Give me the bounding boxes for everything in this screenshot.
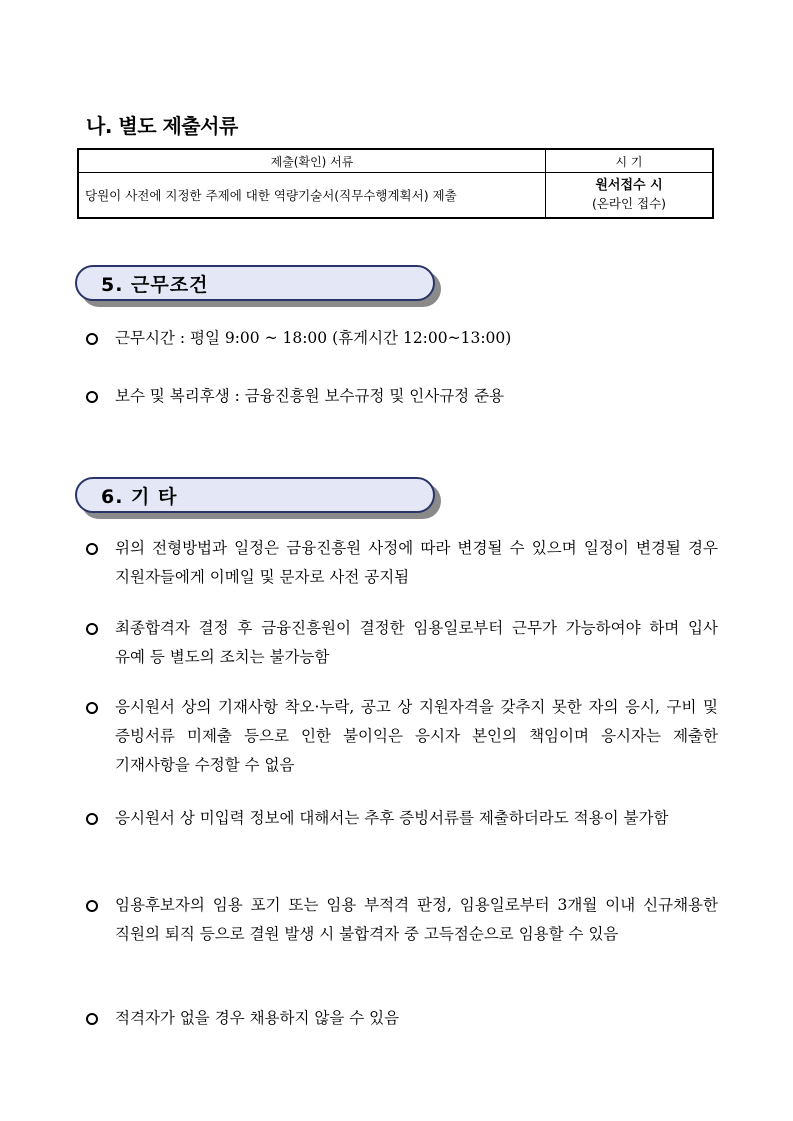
circle-bullet-icon — [86, 623, 98, 635]
timing-main: 원서접수 시 — [595, 178, 663, 193]
section-heading-work-conditions — [75, 265, 435, 301]
list-item: 응시원서 상의 기재사항 착오·누락, 공고 상 지원자격을 갖추지 못한 자의 응시, 구비 및 증빙서류 미제출 등으로 인한 불이익은 응시자 본인의 책임이며 응시자는 제출한 기재사항을 수정할 수 없음 — [86, 693, 718, 780]
table-header-row — [78, 149, 713, 173]
list-item: 위의 전형방법과 일정은 금융진흥원 사정에 따라 변경될 수 있으며 일정이 변경될 경우 지원자들에게 이메일 및 문자로 사전 공지됨 — [86, 534, 718, 592]
documents-table — [77, 148, 714, 219]
circle-bullet-icon — [86, 900, 98, 912]
circle-bullet-icon — [86, 333, 98, 345]
section-title-separate-documents: 나. 별도 제출서류 — [86, 114, 238, 138]
list-item: 임용후보자의 임용 포기 또는 임용 부적격 판정, 임용일로부터 3개월 이내 신규채용한 직원의 퇴직 등으로 결원 발생 시 불합격자 중 고득점순으로 임용할 수 있음 — [86, 891, 718, 949]
table-header-documents: 제출(확인) 서류 — [78, 149, 546, 173]
circle-bullet-icon — [86, 813, 98, 825]
circle-bullet-icon — [86, 702, 98, 714]
section-heading-label: 6. 기 타 — [101, 485, 178, 508]
list-item: 근무시간 : 평일 9:00 ~ 18:00 (휴게시간 12:00~13:00) — [86, 324, 718, 353]
circle-bullet-icon — [86, 1013, 98, 1025]
circle-bullet-icon — [86, 391, 98, 403]
list-item: 응시원서 상 미입력 정보에 대해서는 추후 증빙서류를 제출하더라도 적용이 불가함 — [86, 804, 718, 833]
list-item: 보수 및 복리후생 : 금융진흥원 보수규정 및 인사규정 준용 — [86, 382, 718, 411]
list-item: 최종합격자 결정 후 금융진흥원이 결정한 임용일로부터 근무가 가능하여야 하며 입사 유예 등 별도의 조치는 불가능함 — [86, 614, 718, 672]
timing-sub: (온라인 접수) — [591, 196, 667, 211]
timing-cell — [546, 173, 714, 219]
table-row — [78, 173, 713, 219]
list-item: 적격자가 없을 경우 채용하지 않을 수 있음 — [86, 1004, 718, 1033]
circle-bullet-icon — [86, 543, 98, 555]
table-header-timing: 시 기 — [546, 149, 714, 173]
document-cell: 당원이 사전에 지정한 주제에 대한 역량기술서(직무수행계획서) 제출 — [78, 173, 546, 219]
section-heading-label: 5. 근무조건 — [101, 273, 209, 296]
section-heading-other — [75, 477, 435, 513]
